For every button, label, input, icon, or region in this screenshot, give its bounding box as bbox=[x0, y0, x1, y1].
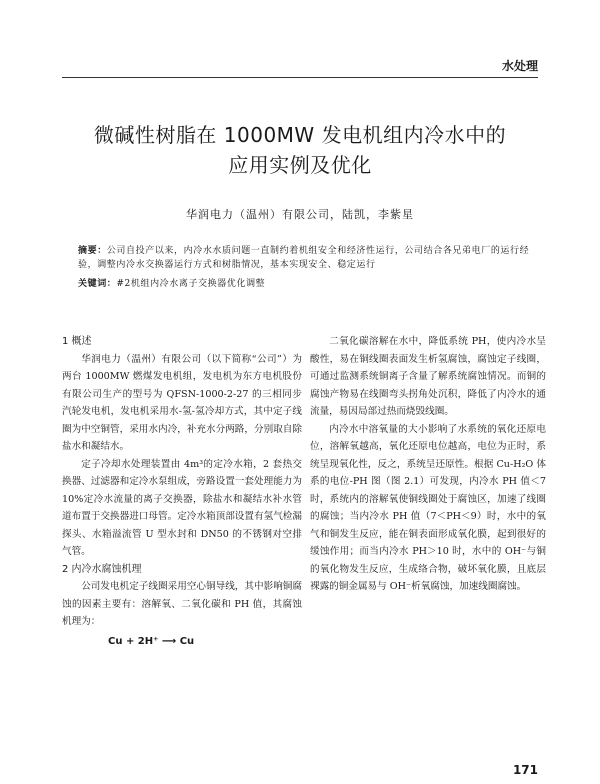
title-line-1: 微碱性树脂在 1000MW 发电机组内冷水中的 bbox=[93, 123, 507, 147]
paragraph: 公司发电机定子线圈采用空心铜导线，其中影响铜腐蚀的因素主要有：溶解氧、二氧化碳和 PH 值，其腐蚀机理为： bbox=[62, 581, 302, 627]
section-tag: 水处理 bbox=[501, 59, 538, 73]
chemical-formula: Cu + 2H⁺ ⟶ Cu bbox=[108, 635, 195, 647]
abstract-label: 摘要： bbox=[78, 246, 107, 256]
abstract bbox=[78, 244, 538, 272]
right-column bbox=[310, 333, 546, 596]
article-title bbox=[40, 120, 560, 180]
keywords-label: 关键词： bbox=[78, 279, 117, 289]
section-heading-corrosion: 2 内冷水腐蚀机理 bbox=[62, 563, 142, 575]
paragraph: 内冷水中溶氧量的大小影响了水系统的氧化还原电位，溶解氧越高，氧化还原电位越高，电位为正时，系统呈现氧化性，反之，系统呈还原性。根据 Cu-H₂O 体系的电位-PH 图（图 2.1）可发现，内冷水 PH 值＜7 时，系统内的溶解氧使铜线圈处于腐蚀区，加速了线圈的腐蚀；当内冷水 PH 值（7＜PH＜9）时，水中的氧气和铜发生反应，能在铜表面形成氧化膜，起到很好的缓蚀作用；而当内冷水 PH＞10 时，水中的 OH⁻与铜的氧化物发生反应，生成络合物，破坏氧化膜，且底层裸露的铜金属易与 OH⁻析氧腐蚀，加速线圈腐蚀。 bbox=[310, 423, 546, 592]
authors: 华润电力（温州）有限公司，陆凯，李紫星 bbox=[186, 208, 414, 221]
section-heading-overview: 1 概述 bbox=[62, 336, 92, 347]
header-rule bbox=[62, 77, 538, 78]
keywords bbox=[78, 277, 538, 291]
paragraph: 定子冷却水处理装置由 4m³的定冷水箱，2 套热交换器、过滤器和定冷水泵组成，旁路设置一套处理能力为 10%定冷水流量的离子交换器，除盐水和凝结水补水管道布置于交换器进口母管。定冷水箱顶部设置有氢气检漏探头、水箱溢流管 U 型水封和 DN50 的不锈钢对空排气管。 bbox=[62, 458, 302, 557]
left-column bbox=[62, 333, 302, 653]
abstract-text: 公司自投产以来，内冷水水质问题一直制约着机组安全和经济性运行，公司结合各兄弟电厂的运行经验，调整内冷水交换器运行方式和树脂情况，基本实现安全、稳定运行 bbox=[78, 246, 530, 270]
paragraph: 二氧化碳溶解在水中，降低系统 PH，使内冷水呈酸性，易在铜线圈表面发生析氢腐蚀，腐蚀定子线圈，可通过监测系统铜离子含量了解系统腐蚀情况。而铜的腐蚀产物易在线圈弯头拐角处沉积，降低了内冷水的通流量，易因局部过热而烧毁线圈。 bbox=[310, 336, 546, 417]
page-number: 171 bbox=[512, 763, 538, 777]
paragraph: 华润电力（温州）有限公司（以下简称“公司”）为两台 1000MW 燃煤发电机组，发电机为东方电机股份有限公司生产的型号为 QFSN-1000-2-27 的三相同步汽轮发电机，发电机采用水-氢-氢冷却方式，其中定子线圈为中空铜管，采用水内冷，补充水分两路，分别取自除盐水和凝结水。 bbox=[62, 353, 302, 452]
keywords-text: #2机组内冷水离子交换器优化调整 bbox=[116, 279, 266, 289]
title-line-2: 应用实例及优化 bbox=[228, 153, 372, 177]
